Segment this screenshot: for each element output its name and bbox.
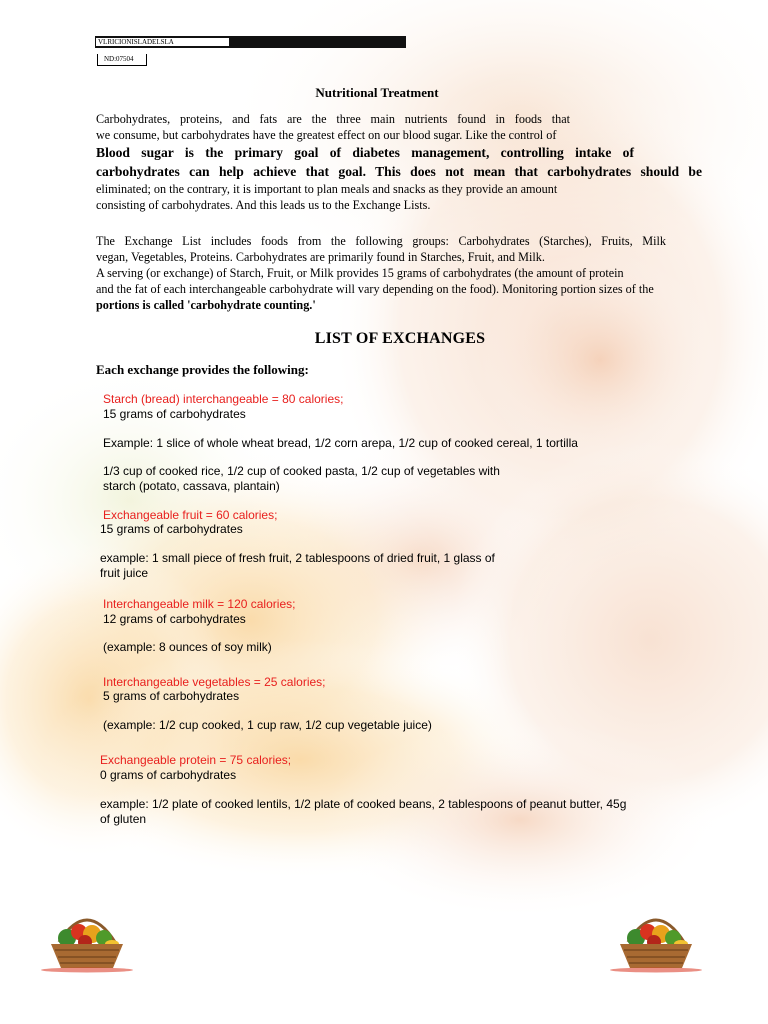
- protein-example-line-2: of gluten: [100, 812, 147, 826]
- page-title: Nutritional Treatment: [315, 85, 439, 100]
- exchange-intro-line-5: portions is called 'carbohydrate counting.': [96, 298, 316, 312]
- exchange-intro-line-1: The Exchange List includes foods from the following groups: Carbohydrates (Starches), Fruits, Milk: [96, 234, 666, 248]
- vegetables-heading: Interchangeable vegetables = 25 calories;: [103, 675, 326, 689]
- starch-example-2-line-2: starch (potato, cassava, plantain): [103, 479, 280, 493]
- intro-line-2: we consume, but carbohydrates have the greatest effect on our blood sugar. Like the control of: [96, 128, 557, 142]
- starch-heading: Starch (bread) interchangeable = 80 calories;: [103, 392, 344, 406]
- intro-paragraph: [96, 111, 706, 213]
- fruit-example-line-2: fruit juice: [100, 566, 149, 580]
- intro-line-1: Carbohydrates, proteins, and fats are the three main nutrients found in foods that: [96, 112, 570, 126]
- intro-line-3: Blood sugar is the primary goal of diabetes management, controlling intake of: [96, 145, 634, 160]
- fruit-heading: Exchangeable fruit = 60 calories;: [103, 508, 278, 522]
- header-id-box: ND:07504: [97, 54, 147, 66]
- milk-example: (example: 8 ounces of soy milk): [103, 640, 272, 654]
- protein-example-line-1: example: 1/2 plate of cooked lentils, 1/2 plate of cooked beans, 2 tablespoons of peanut butter, 45g: [100, 797, 627, 811]
- each-exchange-subheading: Each exchange provides the following:: [96, 362, 309, 377]
- vegetables-example: (example: 1/2 cup cooked, 1 cup raw, 1/2 cup vegetable juice): [103, 718, 432, 732]
- starch-example-1: Example: 1 slice of whole wheat bread, 1/2 corn arepa, 1/2 cup of cooked cereal, 1 tortilla: [103, 436, 578, 450]
- vegetables-carbs: 5 grams of carbohydrates: [103, 689, 240, 703]
- fruit-example-line-1: example: 1 small piece of fresh fruit, 2 tablespoons of dried fruit, 1 glass of: [100, 551, 495, 565]
- fruit-carbs: 15 grams of carbohydrates: [100, 522, 243, 536]
- starch-example-2-line-1: 1/3 cup of cooked rice, 1/2 cup of cooked pasta, 1/2 cup of vegetables with: [103, 464, 500, 478]
- header-code-label: VLRICIONISLADELSLA: [95, 37, 230, 47]
- protein-heading: Exchangeable protein = 75 calories;: [100, 753, 292, 767]
- fruit-basket-icon: [606, 902, 706, 974]
- exchange-intro-line-4: and the fat of each interchangeable carbohydrate will vary depending on the food). Monitoring portion sizes of the: [96, 282, 654, 296]
- intro-line-4: carbohydrates can help achieve that goal. This does not mean that carbohydrates should be: [96, 164, 702, 179]
- list-of-exchanges-heading: LIST OF EXCHANGES: [314, 330, 486, 347]
- milk-carbs: 12 grams of carbohydrates: [103, 612, 246, 626]
- intro-line-6: consisting of carbohydrates. And this leads us to the Exchange Lists.: [96, 198, 431, 212]
- protein-carbs: 0 grams of carbohydrates: [100, 768, 237, 782]
- exchange-intro-paragraph: [96, 233, 716, 313]
- starch-carbs: 15 grams of carbohydrates: [103, 407, 246, 421]
- exchange-intro-line-2: vegan, Vegetables, Proteins. Carbohydrates are primarily found in Starches, Fruit, and Milk.: [96, 250, 545, 264]
- exchange-intro-line-3: A serving (or exchange) of Starch, Fruit, or Milk provides 15 grams of carbohydrates (the amount of protein: [96, 266, 624, 280]
- fruit-basket-icon: [37, 902, 137, 974]
- header-code-box: [95, 36, 406, 48]
- intro-line-5: eliminated; on the contrary, it is important to plan meals and snacks as they provide an amount: [96, 182, 558, 196]
- milk-heading: Interchangeable milk = 120 calories;: [103, 597, 296, 611]
